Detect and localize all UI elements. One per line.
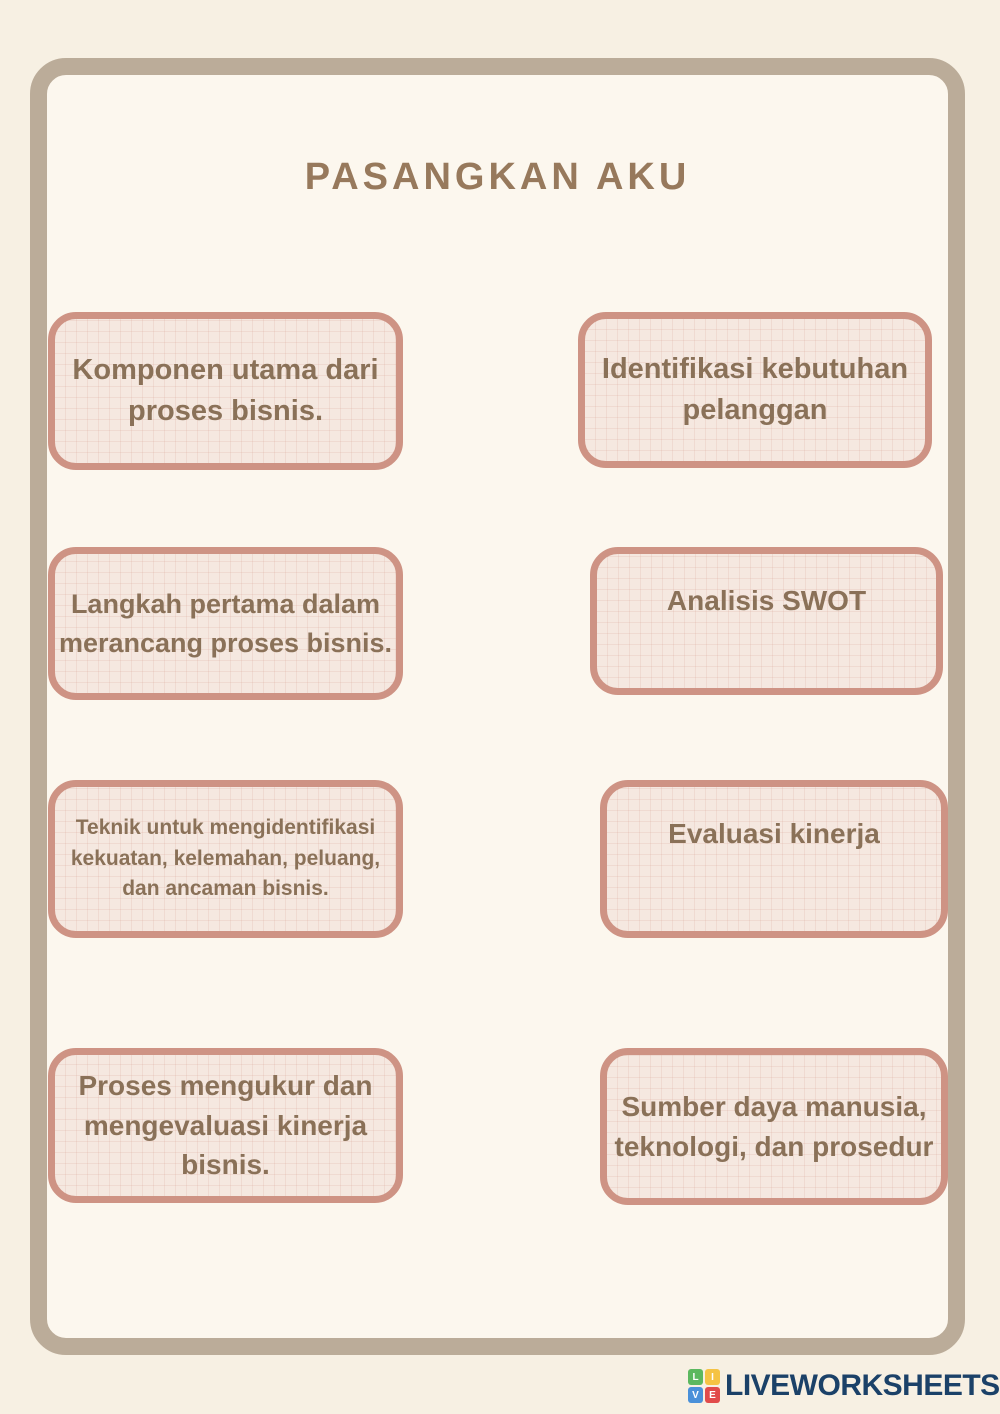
- match-card-right-4[interactable]: Sumber daya manusia, teknologi, dan prosedur: [600, 1048, 948, 1205]
- match-card-left-2[interactable]: Langkah pertama dalam merancang proses bisnis.: [48, 547, 403, 700]
- match-card-left-1[interactable]: Komponen utama dari proses bisnis.: [48, 312, 403, 470]
- liveworksheets-logo[interactable]: [688, 1367, 1000, 1405]
- match-card-left-4[interactable]: Proses mengukur dan mengevaluasi kinerja bisnis.: [48, 1048, 403, 1203]
- logo-square-v: V: [688, 1387, 703, 1403]
- match-card-right-2[interactable]: Analisis SWOT: [590, 547, 943, 695]
- liveworksheets-wordmark: LIVEWORKSHEETS: [725, 1369, 1000, 1402]
- logo-square-e: E: [705, 1387, 720, 1403]
- page-title: PASANGKAN AKU: [304, 156, 691, 198]
- match-card-left-3[interactable]: Teknik untuk mengidentifikasi kekuatan, kelemahan, peluang, dan ancaman bisnis.: [48, 780, 403, 938]
- logo-square-i: I: [705, 1369, 720, 1385]
- match-card-right-1[interactable]: Identifikasi kebutuhan pelanggan: [578, 312, 932, 468]
- logo-square-l: L: [688, 1369, 703, 1385]
- match-card-right-3[interactable]: Evaluasi kinerja: [600, 780, 948, 938]
- liveworksheets-grid-icon: [688, 1369, 720, 1403]
